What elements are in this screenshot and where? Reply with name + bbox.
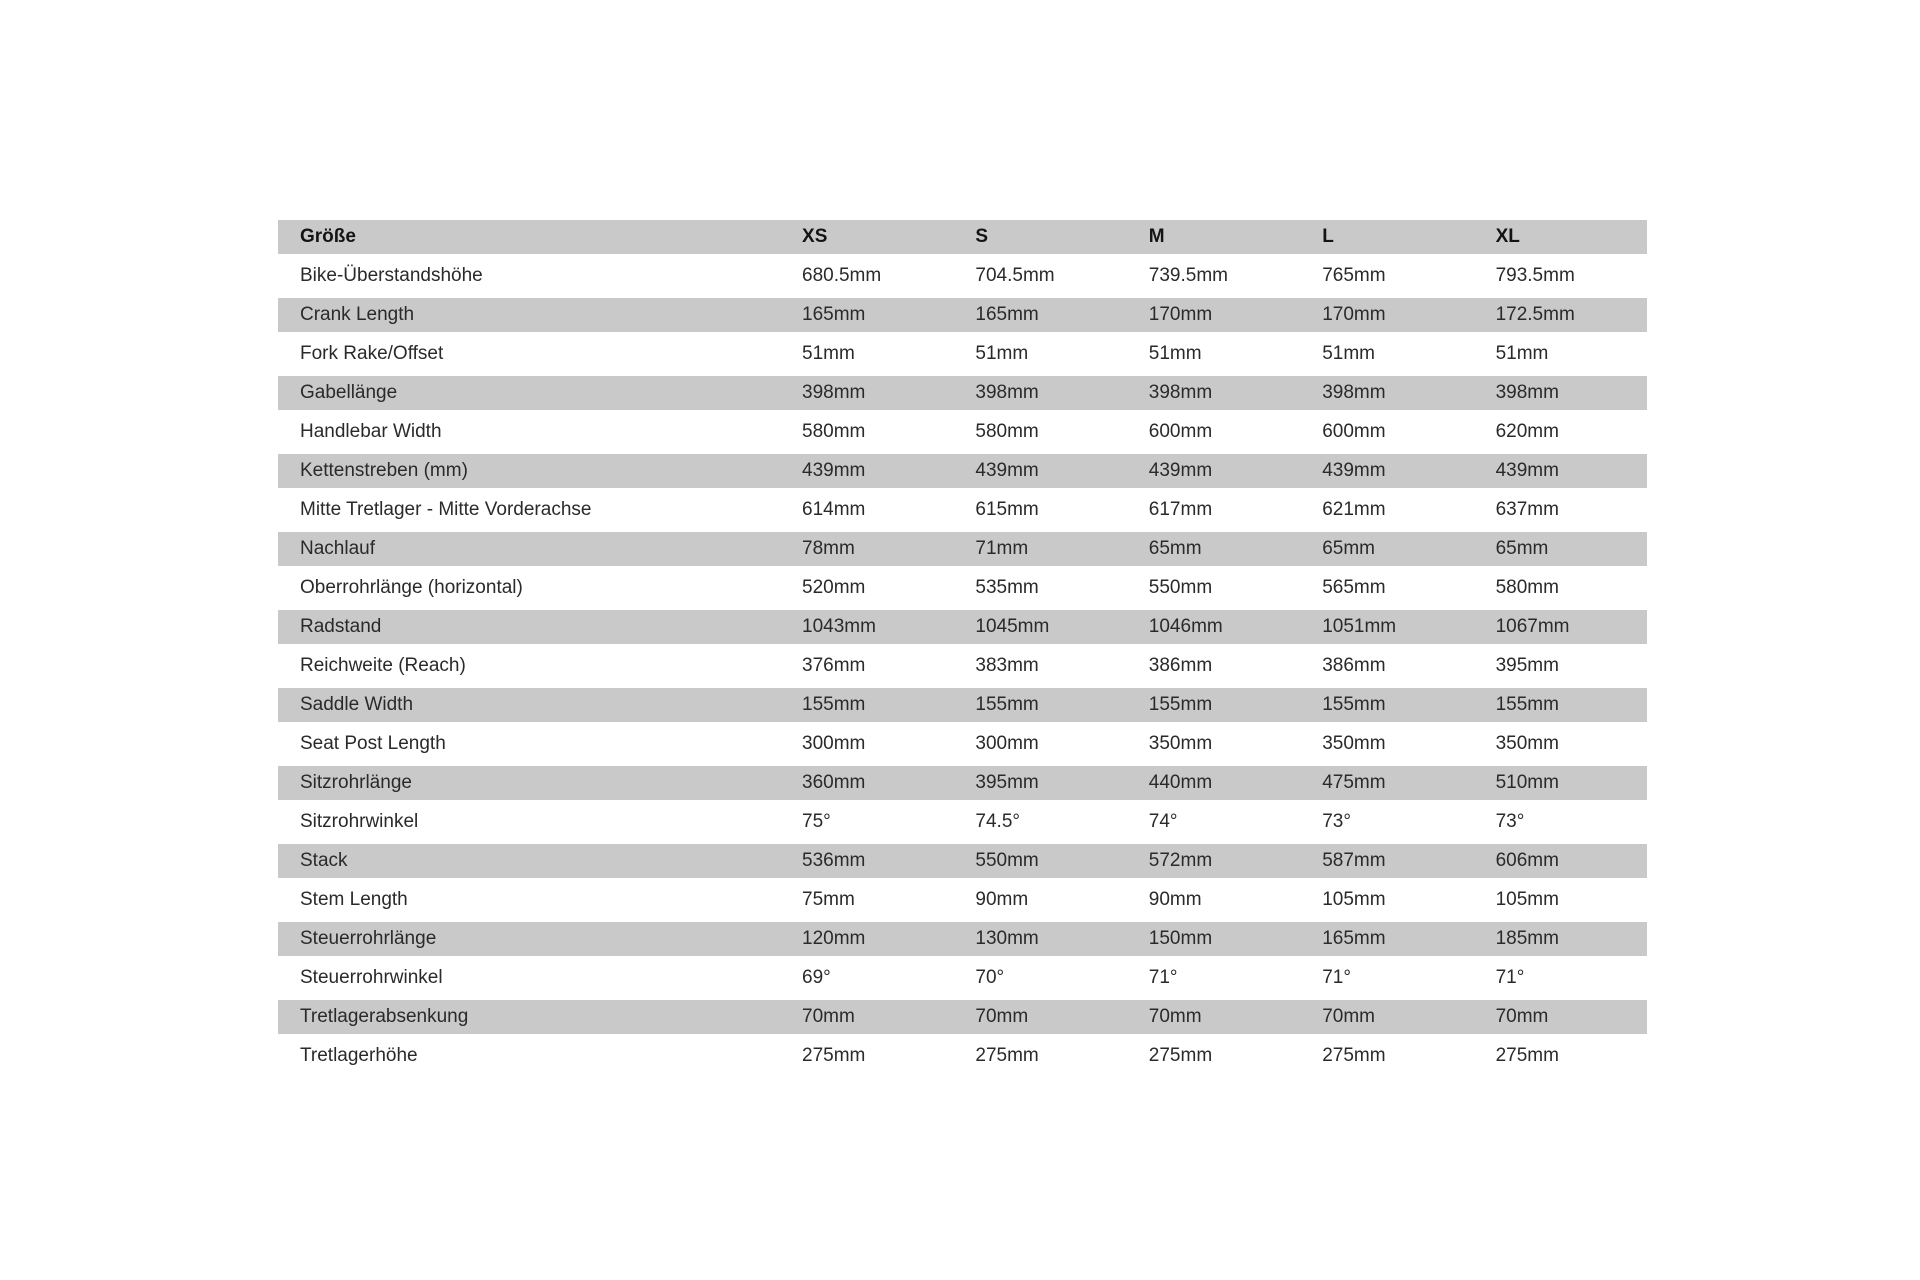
cell-value: 300mm [953, 727, 1126, 766]
cell-value: 637mm [1474, 493, 1647, 532]
cell-value: 439mm [953, 454, 1126, 493]
cell-value: 51mm [780, 337, 953, 376]
cell-value: 172.5mm [1474, 298, 1647, 337]
table-row [278, 298, 1647, 337]
cell-value: 580mm [1474, 571, 1647, 610]
cell-value: 580mm [953, 415, 1126, 454]
row-label: Bike-Überstandshöhe [278, 259, 780, 298]
cell-value: 275mm [780, 1039, 953, 1078]
row-label: Sitzrohrlänge [278, 766, 780, 805]
cell-value: 606mm [1474, 844, 1647, 883]
cell-value: 275mm [953, 1039, 1126, 1078]
cell-value: 150mm [1127, 922, 1300, 961]
cell-value: 765mm [1300, 259, 1473, 298]
table-row [278, 376, 1647, 415]
cell-value: 350mm [1300, 727, 1473, 766]
cell-value: 520mm [780, 571, 953, 610]
cell-value: 275mm [1474, 1039, 1647, 1078]
table-row [278, 571, 1647, 610]
row-label: Stack [278, 844, 780, 883]
table-header [278, 220, 1647, 259]
cell-value: 155mm [1474, 688, 1647, 727]
cell-value: 398mm [780, 376, 953, 415]
cell-value: 275mm [1300, 1039, 1473, 1078]
cell-value: 350mm [1474, 727, 1647, 766]
cell-value: 614mm [780, 493, 953, 532]
cell-value: 70mm [780, 1000, 953, 1039]
cell-value: 75° [780, 805, 953, 844]
cell-value: 536mm [780, 844, 953, 883]
row-label: Mitte Tretlager - Mitte Vorderachse [278, 493, 780, 532]
cell-value: 71° [1127, 961, 1300, 1000]
cell-value: 69° [780, 961, 953, 1000]
cell-value: 300mm [780, 727, 953, 766]
table-row [278, 1000, 1647, 1039]
row-label: Steuerrohrwinkel [278, 961, 780, 1000]
cell-value: 275mm [1127, 1039, 1300, 1078]
cell-value: 1051mm [1300, 610, 1473, 649]
cell-value: 70mm [1127, 1000, 1300, 1039]
table-row [278, 415, 1647, 454]
row-label: Saddle Width [278, 688, 780, 727]
cell-value: 155mm [780, 688, 953, 727]
cell-value: 70° [953, 961, 1126, 1000]
cell-value: 165mm [1300, 922, 1473, 961]
table-body [278, 259, 1647, 1078]
cell-value: 550mm [1127, 571, 1300, 610]
row-label: Oberrohrlänge (horizontal) [278, 571, 780, 610]
cell-value: 165mm [953, 298, 1126, 337]
cell-value: 105mm [1474, 883, 1647, 922]
cell-value: 386mm [1300, 649, 1473, 688]
row-label: Handlebar Width [278, 415, 780, 454]
row-label: Tretlagerhöhe [278, 1039, 780, 1078]
cell-value: 1046mm [1127, 610, 1300, 649]
cell-value: 680.5mm [780, 259, 953, 298]
column-header-size: XL [1474, 220, 1647, 259]
cell-value: 350mm [1127, 727, 1300, 766]
cell-value: 155mm [1127, 688, 1300, 727]
table-row [278, 337, 1647, 376]
cell-value: 65mm [1127, 532, 1300, 571]
cell-value: 74.5° [953, 805, 1126, 844]
table-row [278, 493, 1647, 532]
cell-value: 600mm [1127, 415, 1300, 454]
cell-value: 580mm [780, 415, 953, 454]
table-row [278, 688, 1647, 727]
cell-value: 620mm [1474, 415, 1647, 454]
table-row [278, 610, 1647, 649]
cell-value: 395mm [953, 766, 1126, 805]
cell-value: 1043mm [780, 610, 953, 649]
cell-value: 165mm [780, 298, 953, 337]
row-label: Gabellänge [278, 376, 780, 415]
table-row [278, 454, 1647, 493]
cell-value: 90mm [1127, 883, 1300, 922]
cell-value: 439mm [1127, 454, 1300, 493]
cell-value: 510mm [1474, 766, 1647, 805]
cell-value: 170mm [1300, 298, 1473, 337]
column-header-size: XS [780, 220, 953, 259]
cell-value: 439mm [1300, 454, 1473, 493]
cell-value: 51mm [1474, 337, 1647, 376]
cell-value: 1067mm [1474, 610, 1647, 649]
cell-value: 398mm [1474, 376, 1647, 415]
row-label: Sitzrohrwinkel [278, 805, 780, 844]
table-row [278, 961, 1647, 1000]
cell-value: 70mm [953, 1000, 1126, 1039]
cell-value: 75mm [780, 883, 953, 922]
cell-value: 1045mm [953, 610, 1126, 649]
cell-value: 65mm [1474, 532, 1647, 571]
cell-value: 170mm [1127, 298, 1300, 337]
cell-value: 70mm [1474, 1000, 1647, 1039]
cell-value: 185mm [1474, 922, 1647, 961]
cell-value: 65mm [1300, 532, 1473, 571]
table-row [278, 883, 1647, 922]
row-label: Crank Length [278, 298, 780, 337]
cell-value: 439mm [1474, 454, 1647, 493]
cell-value: 475mm [1300, 766, 1473, 805]
cell-value: 78mm [780, 532, 953, 571]
column-header-size: M [1127, 220, 1300, 259]
row-label: Seat Post Length [278, 727, 780, 766]
table-row [278, 805, 1647, 844]
column-header-size: S [953, 220, 1126, 259]
cell-value: 704.5mm [953, 259, 1126, 298]
row-label: Radstand [278, 610, 780, 649]
column-header-label: Größe [278, 220, 780, 259]
column-header-size: L [1300, 220, 1473, 259]
cell-value: 440mm [1127, 766, 1300, 805]
cell-value: 120mm [780, 922, 953, 961]
cell-value: 155mm [953, 688, 1126, 727]
table-row [278, 649, 1647, 688]
cell-value: 360mm [780, 766, 953, 805]
table-row [278, 1039, 1647, 1078]
cell-value: 51mm [953, 337, 1126, 376]
cell-value: 621mm [1300, 493, 1473, 532]
cell-value: 130mm [953, 922, 1126, 961]
cell-value: 550mm [953, 844, 1126, 883]
row-label: Tretlagerabsenkung [278, 1000, 780, 1039]
table-row [278, 727, 1647, 766]
geometry-table [278, 220, 1647, 1078]
cell-value: 51mm [1300, 337, 1473, 376]
cell-value: 398mm [1127, 376, 1300, 415]
row-label: Reichweite (Reach) [278, 649, 780, 688]
cell-value: 739.5mm [1127, 259, 1300, 298]
cell-value: 398mm [1300, 376, 1473, 415]
cell-value: 376mm [780, 649, 953, 688]
row-label: Stem Length [278, 883, 780, 922]
cell-value: 617mm [1127, 493, 1300, 532]
row-label: Fork Rake/Offset [278, 337, 780, 376]
row-label: Kettenstreben (mm) [278, 454, 780, 493]
cell-value: 398mm [953, 376, 1126, 415]
cell-value: 383mm [953, 649, 1126, 688]
row-label: Steuerrohrlänge [278, 922, 780, 961]
cell-value: 395mm [1474, 649, 1647, 688]
cell-value: 70mm [1300, 1000, 1473, 1039]
cell-value: 71mm [953, 532, 1126, 571]
cell-value: 73° [1474, 805, 1647, 844]
cell-value: 90mm [953, 883, 1126, 922]
cell-value: 793.5mm [1474, 259, 1647, 298]
cell-value: 615mm [953, 493, 1126, 532]
cell-value: 71° [1300, 961, 1473, 1000]
table-row [278, 532, 1647, 571]
table-row [278, 844, 1647, 883]
table-row [278, 922, 1647, 961]
cell-value: 386mm [1127, 649, 1300, 688]
row-label: Nachlauf [278, 532, 780, 571]
cell-value: 71° [1474, 961, 1647, 1000]
cell-value: 105mm [1300, 883, 1473, 922]
cell-value: 73° [1300, 805, 1473, 844]
cell-value: 439mm [780, 454, 953, 493]
cell-value: 572mm [1127, 844, 1300, 883]
cell-value: 587mm [1300, 844, 1473, 883]
table-row [278, 766, 1647, 805]
cell-value: 535mm [953, 571, 1126, 610]
cell-value: 565mm [1300, 571, 1473, 610]
table-row [278, 259, 1647, 298]
cell-value: 600mm [1300, 415, 1473, 454]
cell-value: 155mm [1300, 688, 1473, 727]
cell-value: 51mm [1127, 337, 1300, 376]
cell-value: 74° [1127, 805, 1300, 844]
header-row [278, 220, 1647, 259]
